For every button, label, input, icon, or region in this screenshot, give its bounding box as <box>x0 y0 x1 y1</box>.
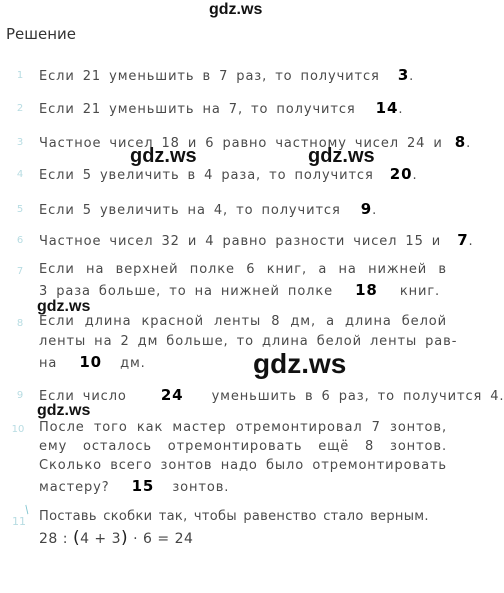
expression-part: 28 : <box>39 531 68 547</box>
item-text <box>39 99 403 117</box>
answer: 10 <box>79 353 103 371</box>
item-number: 1 <box>16 70 24 81</box>
item-text <box>39 165 418 183</box>
statement: Частное чисел 32 и 4 равно разности чисел 15 и <box>39 234 442 249</box>
item-text-line <box>39 477 229 495</box>
statement: Частное чисел 18 и 6 равно частному чисел 24 и <box>39 136 443 151</box>
item-number: 6 <box>16 235 24 246</box>
item-number: 7 <box>16 266 24 277</box>
statement: Если число <box>39 389 127 404</box>
period: . <box>372 203 378 218</box>
item-number: 2 <box>16 103 24 114</box>
statement: Если 21 уменьшить на 7, то получится <box>39 102 356 117</box>
item-number: 3 <box>16 137 24 148</box>
answer: 24 <box>160 386 184 404</box>
answer: 7 <box>457 231 469 249</box>
watermark-top: gdz.ws <box>209 1 263 18</box>
item-text-line: Поставь скобки так, чтобы равенство стало верным. <box>39 509 429 524</box>
page-title: Решение <box>6 25 77 43</box>
statement-end: дм. <box>120 356 146 371</box>
item-number: 10 <box>11 424 25 435</box>
answer: 14 <box>375 99 399 117</box>
expression-part: · 6 = 24 <box>133 531 194 547</box>
period: . <box>412 168 418 183</box>
item-text-line <box>39 353 146 371</box>
watermark: gdz.ws <box>308 145 375 167</box>
item-number: 9 <box>16 390 24 401</box>
watermark: gdz.ws <box>130 145 197 167</box>
statement: Если 21 уменьшить в 7 раз, то получится <box>39 69 380 84</box>
expression-bracketed: 4 + 3 <box>80 531 122 547</box>
item-number: 5 <box>16 204 24 215</box>
answer: 18 <box>355 281 378 299</box>
item-text-line: ему осталось отремонтировать ещё 8 зонтов. <box>39 439 447 454</box>
statement: на <box>39 356 58 371</box>
answer: 3 <box>397 66 410 84</box>
item-text-line <box>39 281 440 299</box>
bracket-open: ( <box>72 528 81 548</box>
statement: 3 раза больше, то на нижней полке <box>39 284 334 299</box>
check-tick-icon: / <box>21 502 32 517</box>
answer: 8 <box>454 133 467 151</box>
answer: 20 <box>389 165 413 183</box>
equation <box>39 528 193 548</box>
statement-end: зонтов. <box>172 480 230 495</box>
period: . <box>409 69 415 84</box>
watermark: gdz.ws <box>37 298 91 315</box>
item-text-line: Сколько всего зонтов надо было отремонтировать <box>39 458 447 473</box>
item-number: 4 <box>16 169 24 180</box>
period: . <box>468 234 474 249</box>
item-text-line: Если длина красной ленты 8 дм, а длина белой <box>39 314 447 329</box>
answer: 9 <box>360 200 373 218</box>
statement-end: уменьшить в 6 раз, то получится 4. <box>211 389 504 404</box>
item-number: 8 <box>16 318 24 329</box>
item-text <box>39 386 504 404</box>
watermark-large: gdz.ws <box>253 348 347 379</box>
item-text <box>39 231 474 249</box>
answer: 15 <box>131 477 155 495</box>
statement: Если 5 увеличить в 4 раза, то получится <box>39 168 374 183</box>
watermark: gdz.ws <box>37 402 91 419</box>
item-text-line: ленты на 2 дм больше, то длина белой ленты рав- <box>39 334 458 349</box>
item-text <box>39 133 471 151</box>
item-number: 11 <box>12 515 26 528</box>
period: . <box>466 136 472 151</box>
item-text-line: После того как мастер отремонтировал 7 зонтов, <box>39 420 447 435</box>
statement: мастеру? <box>39 480 110 495</box>
bracket-close: ) <box>121 528 129 548</box>
item-text <box>39 200 377 218</box>
item-text <box>39 66 414 84</box>
statement: Если 5 увеличить на 4, то получится <box>39 203 341 218</box>
period: . <box>398 102 404 117</box>
statement-end: книг. <box>399 284 441 299</box>
item-text-line: Если на верхней полке 6 книг, а на нижней в <box>39 262 447 277</box>
